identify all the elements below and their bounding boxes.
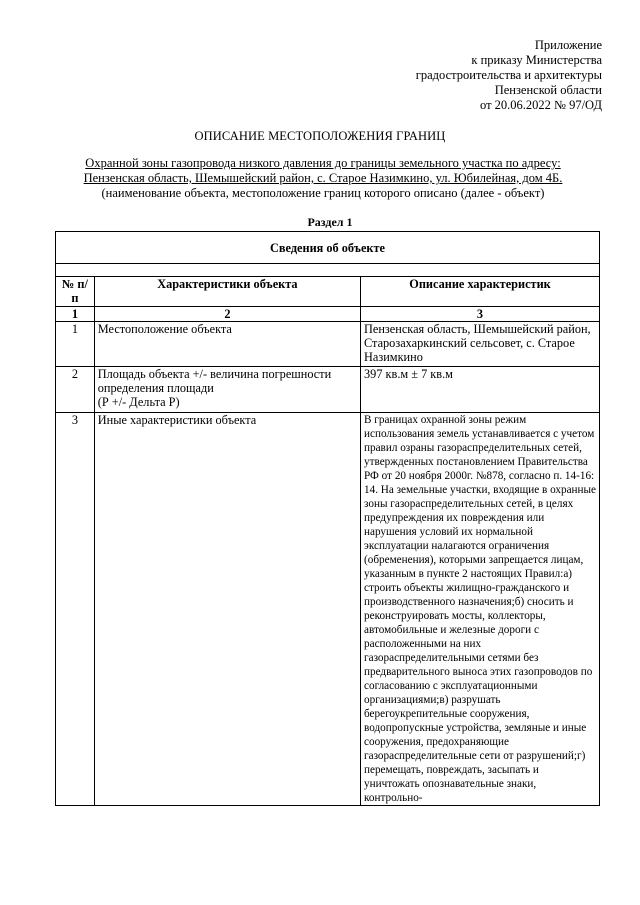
object-name-line-2: Пензенская область, Шемышейский район, с. Старое Назимкино, ул. Юбилейная, дом 4Б. — [83, 171, 563, 185]
row-description: Пензенская область, Шемышейский район, Старозахаркинский сельсовет, с. Старое Назимкино — [361, 322, 600, 367]
appendix-line: к приказу Министерства — [471, 53, 602, 67]
table-row — [56, 367, 600, 413]
table-caption: Сведения об объекте — [56, 232, 600, 264]
col-number: 2 — [94, 307, 360, 322]
appendix-line: градостроительства и архитектуры — [415, 68, 602, 82]
appendix-line: от 20.06.2022 № 97/ОД — [479, 98, 602, 112]
appendix-block — [342, 38, 602, 113]
row-characteristic: Площадь объекта +/- величина погрешности определения площади (Р +/- Дельта Р) — [94, 367, 360, 413]
row-description: В границах охранной зоны режим использования земель устанавливается с учетом правил озраны газораспределительных сетей, утвержденных постановлением Правительства РФ от 20 ноября 2000г. №878, согласно п. 14-16: 14. На земельные участки, входящие в охранные зоны газораспределительных сетей, в целях предупреждения их повреждения или нарушения условий их нормальной эксплуатации налагаются ограничения (обременения), которыми запрещается лицам, указанным в пункте 2 настоящих Правил:а) строить объекты жилищно-гражданского и производственного назначения;б) сносить и реконструировать мосты, коллекторы, автомобильные и железные дороги с расположенными на них газораспределительными сетями без предварительного выноса этих газопроводов по согласованию с эксплуатационными организациями;в) разрушать берегоукрепительные сооружения, водопропускные устройства, земляные и иные сооружения, предохраняющие газораспределительные сети от разрушений;г) перемещать, повреждать, засыпать и уничтожать опознавательные знаки, контрольно- — [361, 413, 600, 806]
row-characteristic: Иные характеристики объекта — [94, 413, 360, 806]
document-title: ОПИСАНИЕ МЕСТОПОЛОЖЕНИЯ ГРАНИЦ — [194, 129, 446, 143]
object-name-line-1: Охранной зоны газопровода низкого давления до границы земельного участка по адресу: — [85, 156, 561, 170]
col-number: 1 — [56, 307, 95, 322]
row-num: 1 — [56, 322, 95, 367]
header-num: № п/п — [56, 277, 95, 307]
table-row — [56, 322, 600, 367]
col-number: 3 — [361, 307, 600, 322]
object-name-note: (наименование объекта, местоположение границ которого описано (далее - объект) — [101, 186, 545, 200]
appendix-line: Пензенской области — [494, 83, 602, 97]
row-num: 2 — [56, 367, 95, 413]
table-row — [56, 413, 600, 806]
object-info-table — [55, 231, 600, 806]
row-description: 397 кв.м ± 7 кв.м — [361, 367, 600, 413]
object-name-block — [40, 156, 606, 201]
section-title: Раздел 1 — [307, 215, 353, 229]
spacer-row — [56, 264, 600, 277]
header-description: Описание характеристик — [361, 277, 600, 307]
header-characteristic: Характеристики объекта — [94, 277, 360, 307]
appendix-line: Приложение — [534, 38, 602, 52]
row-characteristic: Местоположение объекта — [94, 322, 360, 367]
row-num: 3 — [56, 413, 95, 806]
